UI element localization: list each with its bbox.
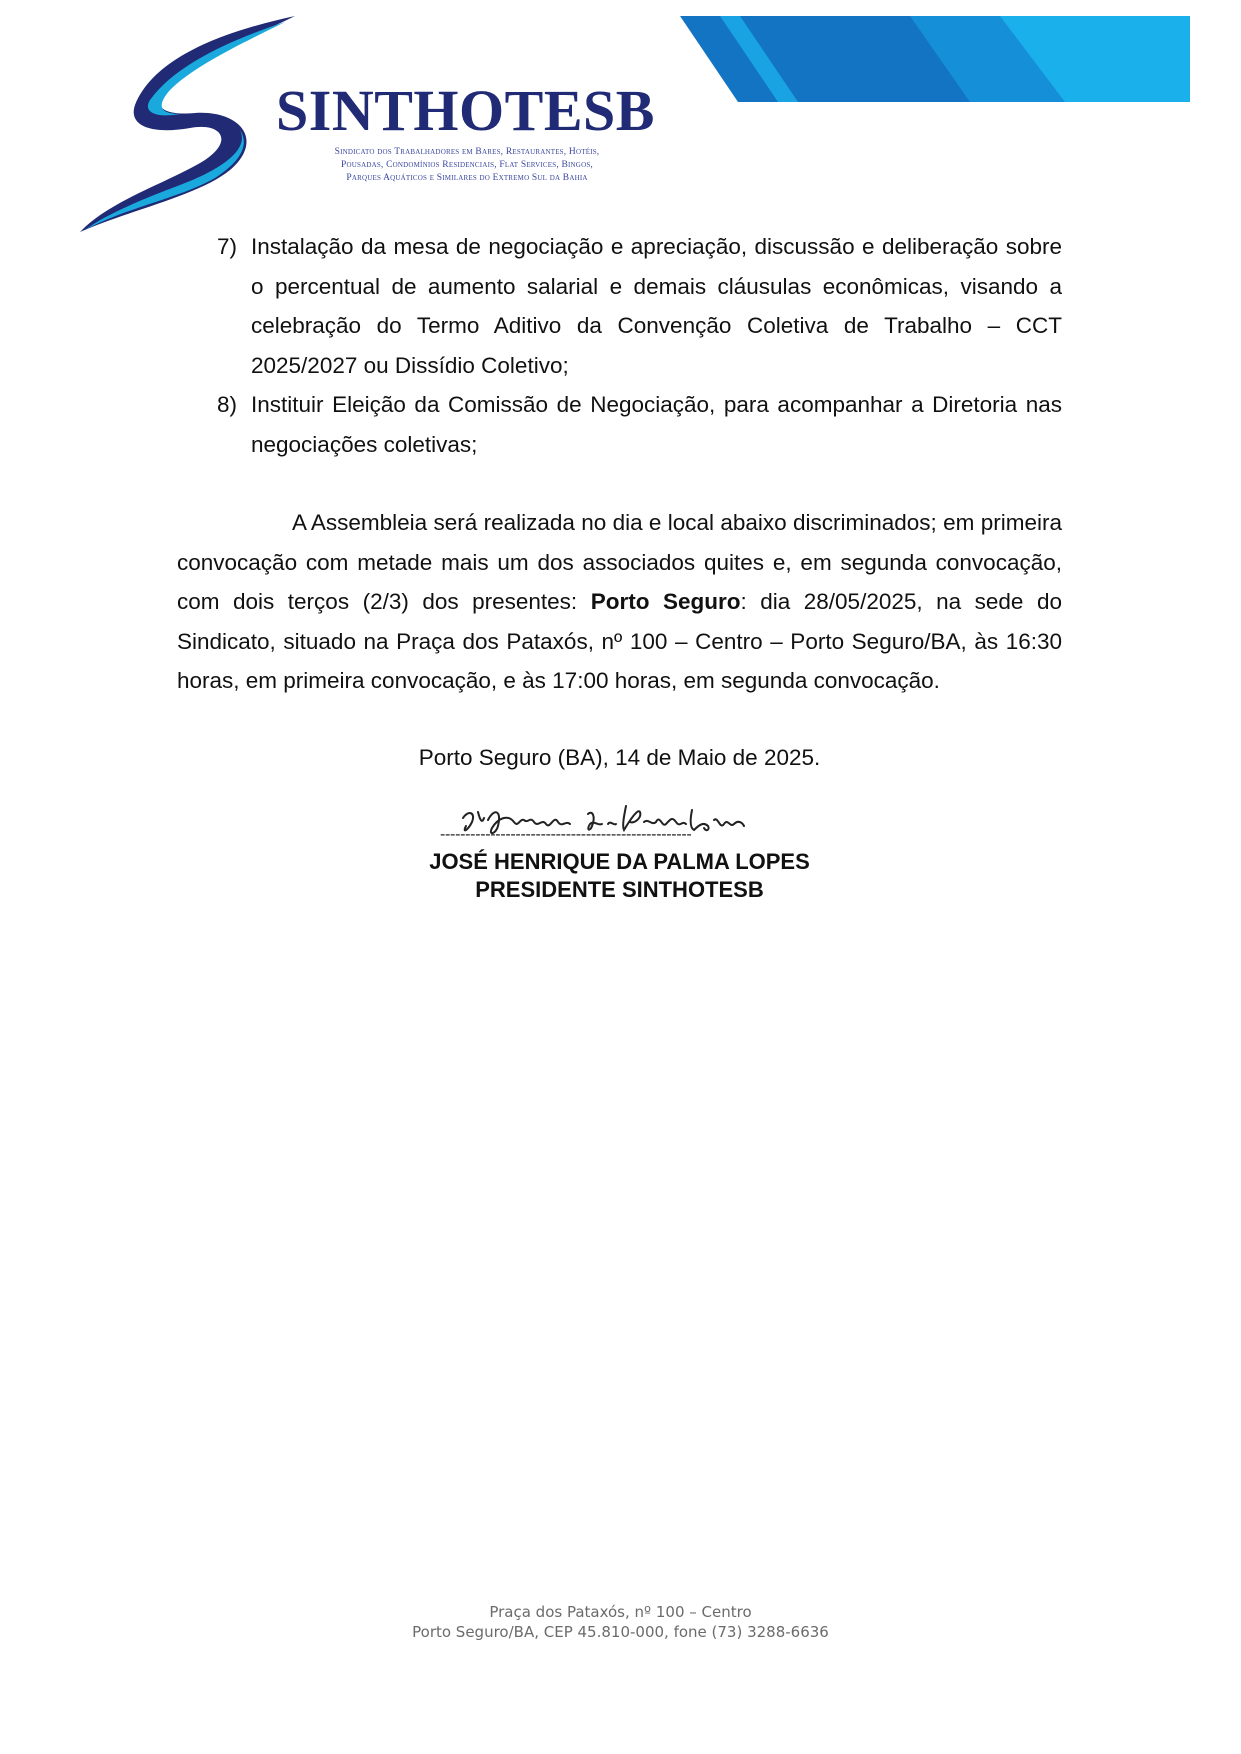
- paragraph-bold-location: Porto Seguro: [590, 589, 741, 614]
- date-line: Porto Seguro (BA), 14 de Maio de 2025.: [418, 745, 821, 770]
- paragraph-text: A Assembleia será realizada no dia e local abaixo discriminados; em primeira convocação com metade mais um dos associados quites e, em segunda convocação, com dois terços (2/3) dos presentes:: [177, 510, 1062, 614]
- footer-contact: Porto Seguro/BA, CEP 45.810-000, fone (73) 3288-6636: [412, 1623, 829, 1641]
- signer-name: JOSÉ HENRIQUE DA PALMA LOPES: [429, 849, 810, 874]
- paragraph-text-continued: : dia 28/05/2025, na sede do Sindicato, situado na Praça dos Pataxós, nº 100 – Centro – Porto Seguro/BA, às 16:30 horas, em primeira convocação, e às 17:00 horas, em segunda convocação.: [177, 589, 1062, 693]
- assembly-paragraph: [177, 503, 1062, 701]
- footer-address: Praça dos Pataxós, nº 100 – Centro: [489, 1603, 752, 1621]
- signature-line: --------------------------------------------------: [440, 826, 692, 843]
- list-item: [177, 385, 1062, 464]
- agenda-list: [177, 227, 1062, 464]
- brand-subtitle-line: Pousadas, Condomínios Residenciais, Flat Services, Bingos,: [340, 160, 593, 170]
- sinthotesb-logo-swoosh-icon: [80, 10, 305, 235]
- header-decorative-bands: [680, 16, 1190, 116]
- list-item-text: Instituir Eleição da Comissão de Negociação, para acompanhar a Diretoria nas negociações coletivas;: [251, 392, 1062, 457]
- brand-name: SINTHOTESB: [276, 78, 655, 143]
- brand-subtitle-line: Parques Aquáticos e Similares do Extremo Sul da Bahia: [346, 173, 588, 183]
- brand-subtitle-line: Sindicato dos Trabalhadores em Bares, Restaurantes, Hotéis,: [334, 147, 600, 157]
- brand-subtitle: [272, 146, 662, 185]
- list-item: [177, 227, 1062, 385]
- list-item-text: Instalação da mesa de negociação e apreciação, discussão e deliberação sobre o percentual de aumento salarial e demais cláusulas econômicas, visando a celebração do Termo Aditivo da Convenção Coletiva de Trabalho – CCT 2025/2027 ou Dissídio Coletivo;: [251, 234, 1062, 378]
- list-item-number: 7): [216, 234, 237, 259]
- signer-title: PRESIDENTE SINTHOTESB: [475, 877, 764, 902]
- list-item-number: 8): [216, 392, 237, 417]
